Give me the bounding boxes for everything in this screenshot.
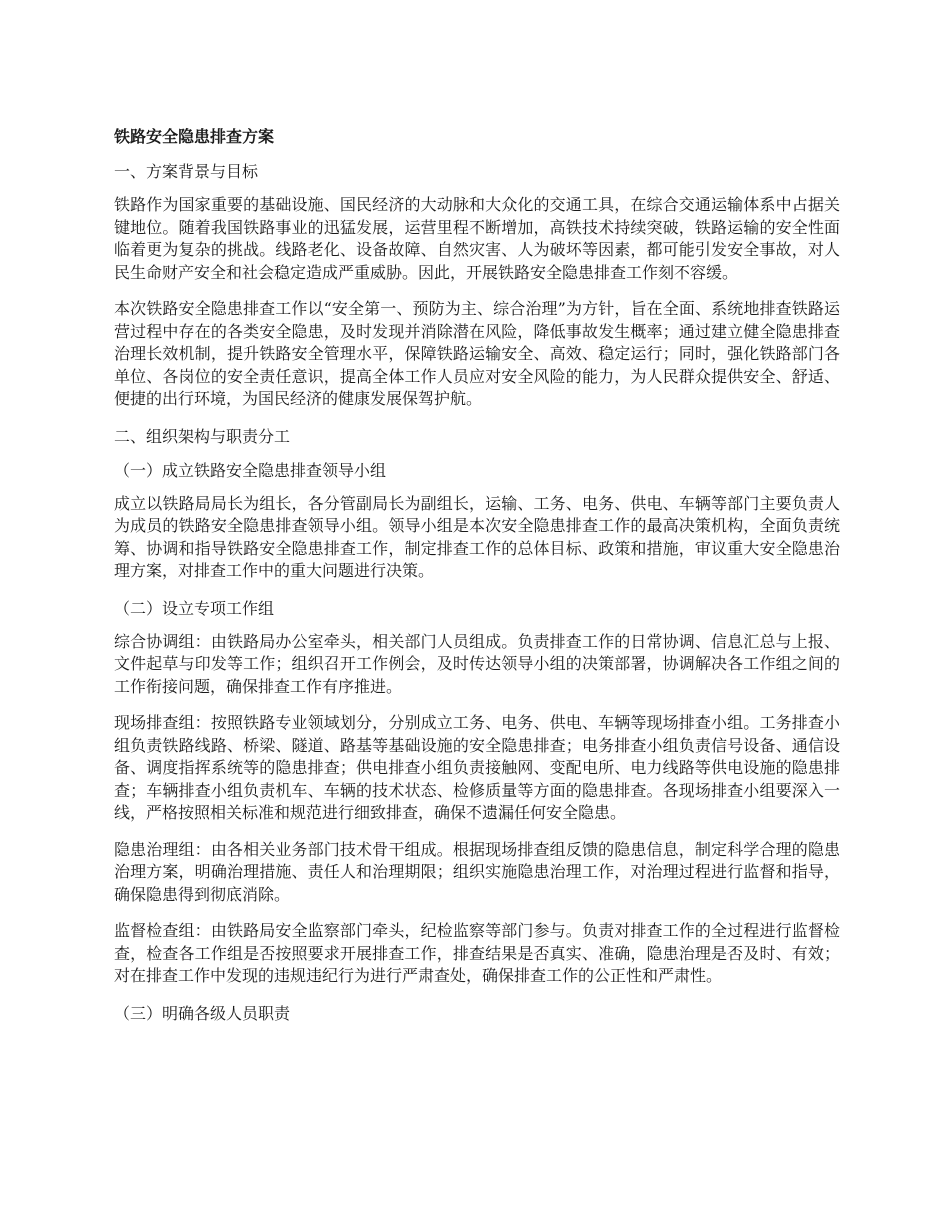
body-paragraph: 本次铁路安全隐患排查工作以“安全第一、预防为主、综合治理”为方针，旨在全面、系统地排查铁路运营过程中存在的各类安全隐患，及时发现并消除潜在风险，降低事故发生概率；通过建立健全隐患排查治理长效机制，提升铁路安全管理水平，保障铁路运输安全、高效、稳定运行；同时，强化铁路部门各单位、各岗位的安全责任意识，提高全体工作人员应对安全风险的能力，为人民群众提供安全、舒适、便捷的出行环境，为国民经济的健康发展保驾护航。	[114, 299, 840, 408]
document-body	[114, 160, 840, 1026]
subsection-heading: （三）明确各级人员职责	[114, 1003, 291, 1023]
section-heading: 二、组织架构与职责分工	[114, 426, 291, 446]
document-page	[114, 124, 840, 1036]
body-paragraph: 现场排查组：按照铁路专业领域划分，分别成立工务、电务、供电、车辆等现场排查小组。工务排查小组负责铁路线路、桥梁、隧道、路基等基础设施的安全隐患排查；电务排查小组负责信号设备、通信设备、调度指挥系统等的隐患排查；供电排查小组负责接触网、变配电所、电力线路等供电设施的隐患排查；车辆排查小组负责机车、车辆的技术状态、检修质量等方面的隐患排查。各现场排查小组要深入一线，严格按照相关标准和规范进行细致排查，确保不遗漏任何安全隐患。	[114, 713, 840, 822]
body-paragraph: 监督检查组：由铁路局安全监察部门牵头，纪检监察等部门参与。负责对排查工作的全过程进行监督检查，检查各工作组是否按照要求开展排查工作，排查结果是否真实、准确，隐患治理是否及时、有效；对在排查工作中发现的违规违纪行为进行严肃查处，确保排查工作的公正性和严肃性。	[114, 921, 840, 985]
subsection-heading: （一）成立铁路安全隐患排查领导小组	[114, 460, 387, 480]
body-paragraph: 成立以铁路局局长为组长，各分管副局长为副组长，运输、工务、电务、供电、车辆等部门主要负责人为成员的铁路安全隐患排查领导小组。领导小组是本次安全隐患排查工作的最高决策机构，全面负责统筹、协调和指导铁路安全隐患排查工作，制定排查工作的总体目标、政策和措施，审议重大安全隐患治理方案，对排查工作中的重大问题进行决策。	[114, 493, 840, 580]
page-title: 铁路安全隐患排查方案	[114, 127, 275, 146]
body-paragraph: 铁路作为国家重要的基础设施、国民经济的大动脉和大众化的交通工具，在综合交通运输体系中占据关键地位。随着我国铁路事业的迅猛发展，运营里程不断增加，高铁技术持续突破，铁路运输的安全性面临着更为复杂的挑战。线路老化、设备故障、自然灾害、人为破坏等因素，都可能引发安全事故，对人民生命财产安全和社会稳定造成严重威胁。因此，开展铁路安全隐患排查工作刻不容缓。	[114, 195, 840, 282]
subsection-heading: （二）设立专项工作组	[114, 598, 275, 618]
body-paragraph: 综合协调组：由铁路局办公室牵头，相关部门人员组成。负责排查工作的日常协调、信息汇总与上报、文件起草与印发等工作；组织召开工作例会，及时传达领导小组的决策部署，协调解决各工作组之间的工作衔接问题，确保排查工作有序推进。	[114, 631, 840, 696]
body-paragraph: 隐患治理组：由各相关业务部门技术骨干组成。根据现场排查组反馈的隐患信息，制定科学合理的隐患治理方案，明确治理措施、责任人和治理期限；组织实施隐患治理工作，对治理过程进行监督和指导，确保隐患得到彻底消除。	[114, 839, 840, 904]
section-heading: 一、方案背景与目标	[114, 162, 259, 181]
